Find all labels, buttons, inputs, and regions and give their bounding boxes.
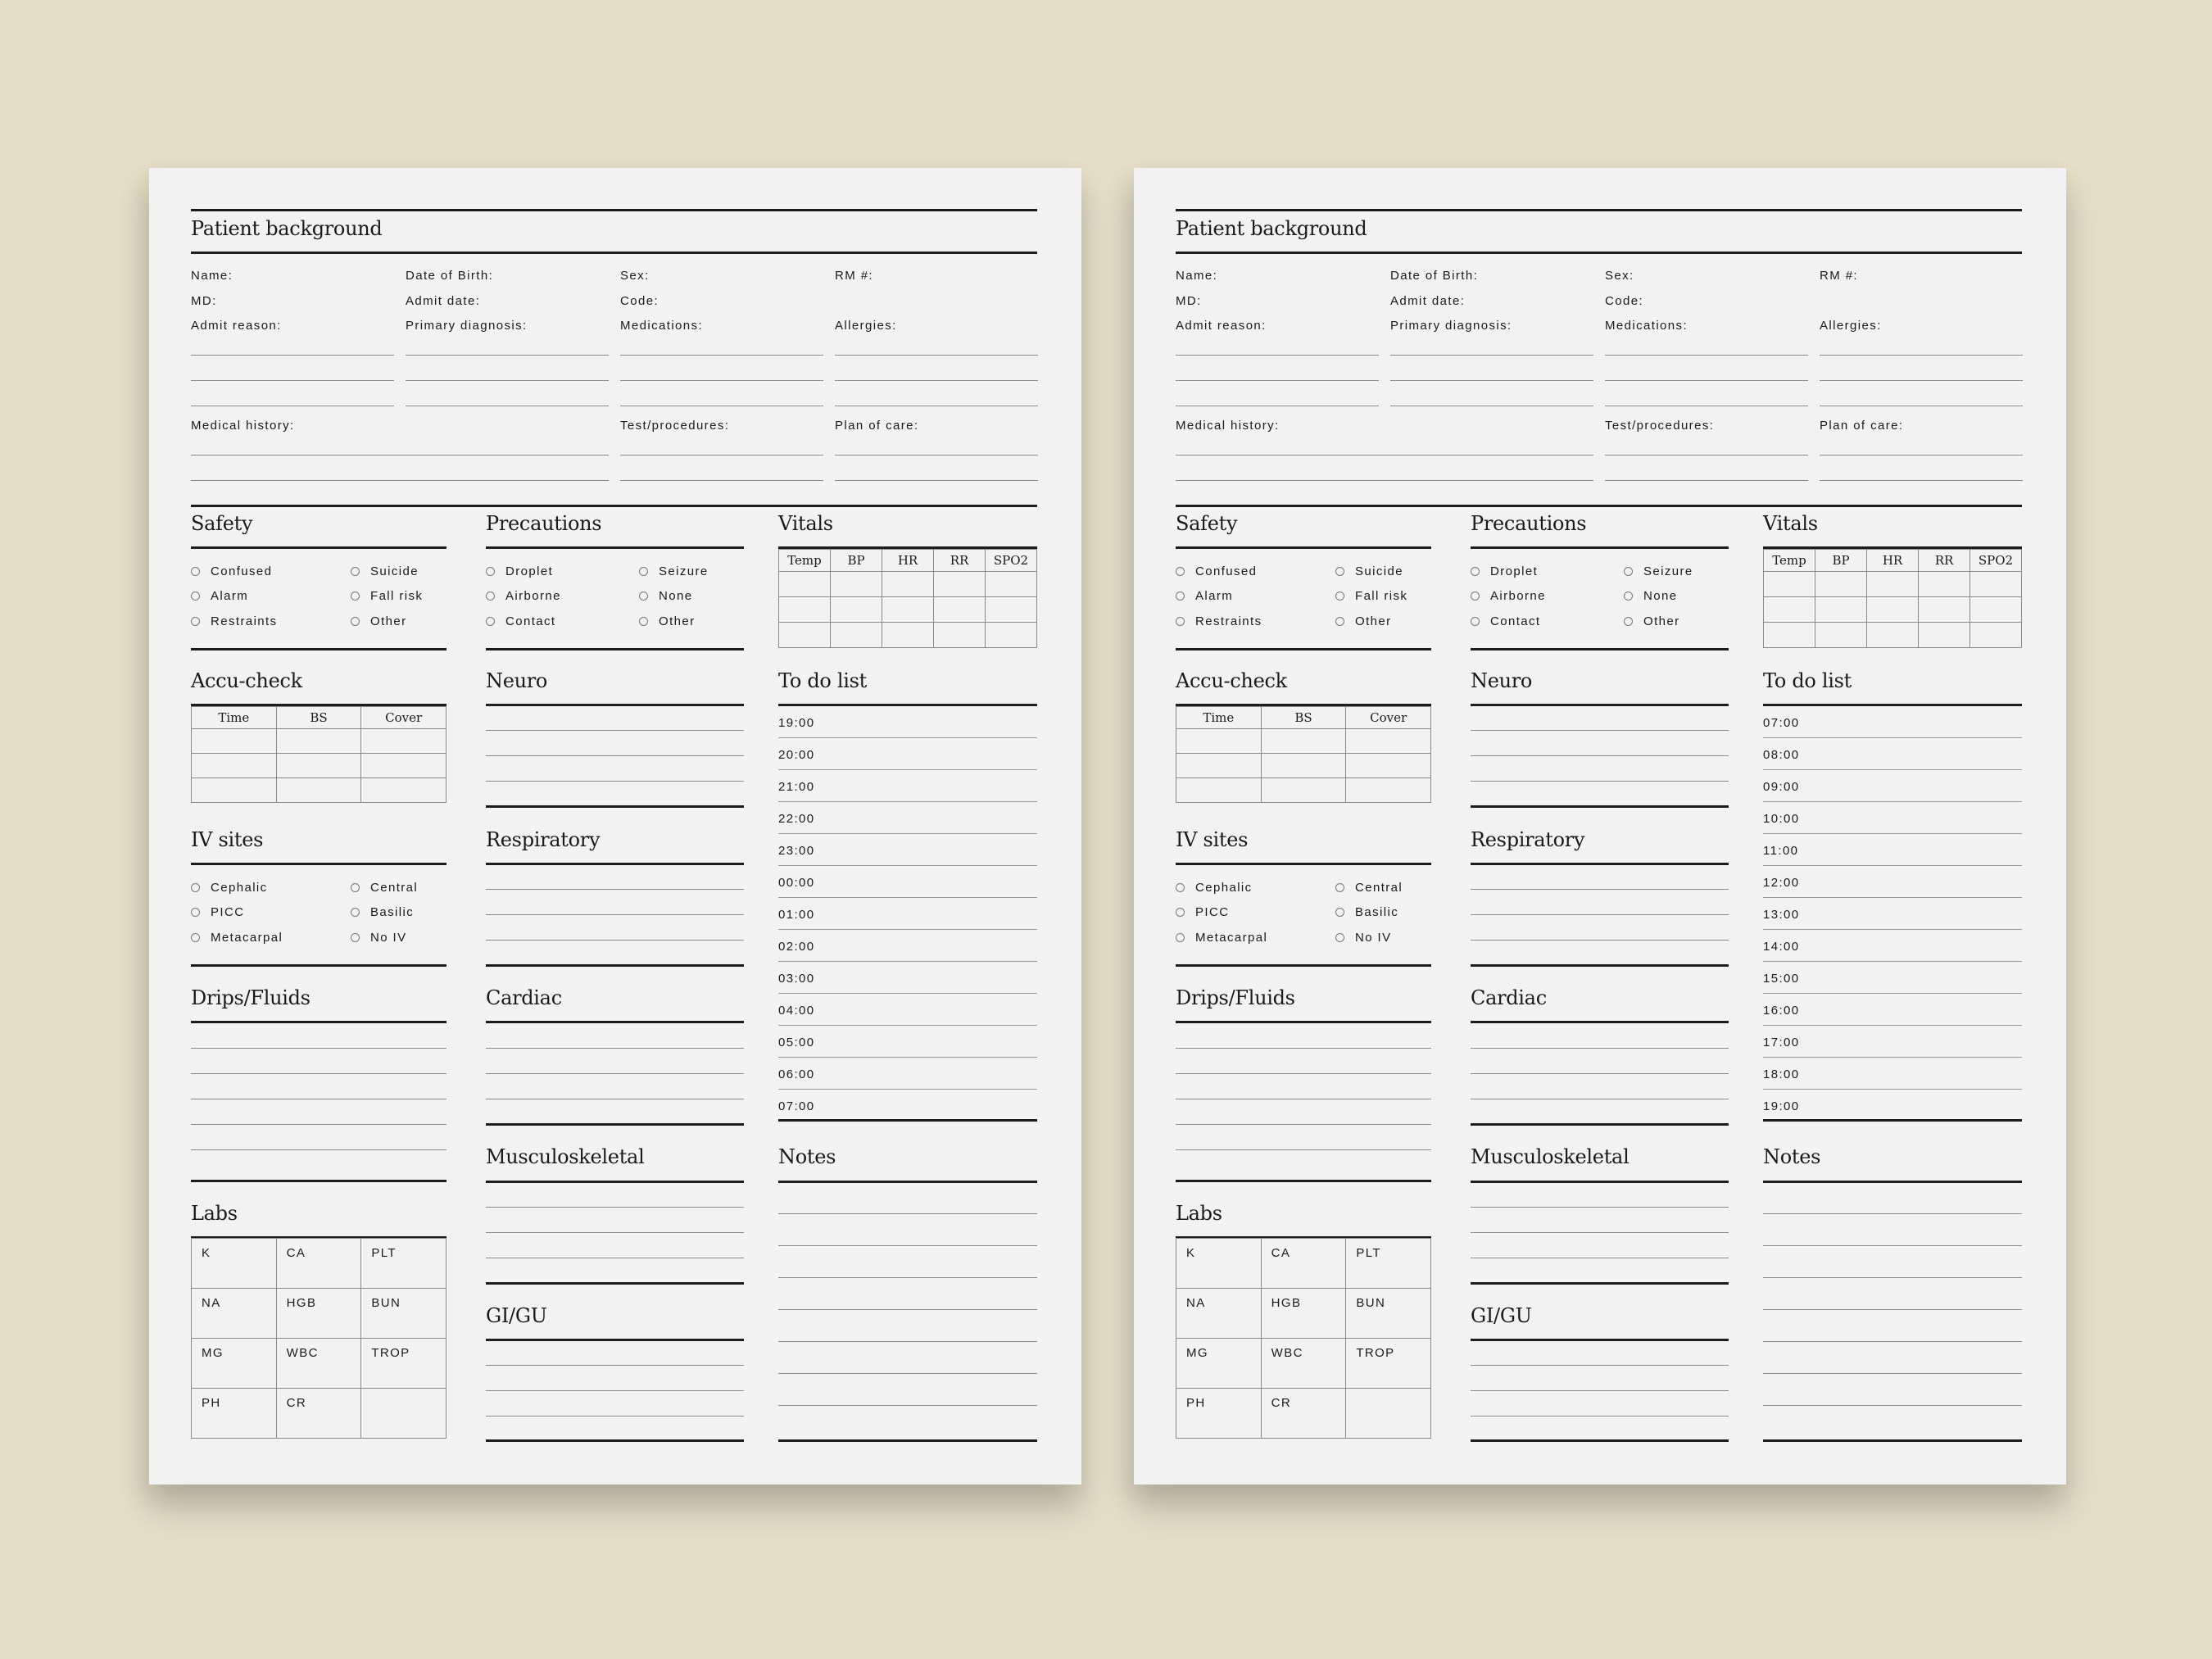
vitals-cell[interactable] — [986, 572, 1037, 597]
radio-circle-icon — [639, 567, 648, 576]
todo-row[interactable] — [1763, 930, 2022, 962]
todo-time: 01:00 — [778, 908, 815, 922]
todo-time: 11:00 — [1763, 844, 1799, 858]
sex-label: Sex: — [620, 269, 650, 283]
lab-cell[interactable]: WBC — [1261, 1339, 1346, 1389]
radio-circle-icon — [1335, 592, 1344, 601]
radio-circle-icon — [351, 883, 360, 892]
iv-site-option[interactable]: Cephalic — [1176, 881, 1253, 895]
todo-time: 14:00 — [1763, 940, 1800, 954]
lab-cell[interactable]: TROP — [361, 1339, 446, 1389]
radio-circle-icon — [1335, 908, 1344, 917]
cardiac-title: Cardiac — [486, 986, 562, 1009]
notes-title: Notes — [778, 1145, 836, 1168]
primary-diagnosis-label: Primary diagnosis: — [1390, 319, 1512, 333]
precautions-option[interactable]: None — [639, 589, 692, 603]
radio-circle-icon — [351, 617, 360, 626]
todo-row[interactable] — [1763, 706, 2022, 738]
sex-label: Sex: — [1605, 269, 1634, 283]
safety-option[interactable]: Suicide — [1335, 564, 1403, 578]
iv-site-option[interactable]: PICC — [191, 905, 244, 919]
accu-check-cell[interactable] — [276, 754, 361, 778]
vitals-header: HR — [882, 550, 934, 572]
radio-circle-icon — [486, 617, 495, 626]
vitals-cell[interactable] — [1970, 597, 2022, 623]
vitals-cell[interactable] — [1764, 597, 1815, 623]
labs-title: Labs — [191, 1202, 238, 1225]
medical-history-label: Medical history: — [191, 419, 295, 433]
todo-row[interactable] — [778, 1090, 1037, 1122]
vitals-cell[interactable] — [1919, 572, 1970, 597]
precautions-option[interactable]: Other — [639, 614, 696, 628]
md-label: MD: — [191, 294, 217, 308]
patient-background-title: Patient background — [1176, 217, 1367, 240]
rm-label: RM #: — [835, 269, 874, 283]
vitals-cell[interactable] — [934, 623, 986, 648]
lab-cell[interactable]: BUN — [361, 1289, 446, 1339]
todo-time: 08:00 — [1763, 748, 1800, 762]
todo-row[interactable] — [778, 898, 1037, 930]
vitals-header: BP — [831, 550, 882, 572]
todo-time: 06:00 — [778, 1067, 815, 1081]
radio-circle-icon — [191, 908, 200, 917]
accu-check-header: Cover — [361, 707, 446, 729]
accu-check-header: Time — [192, 707, 277, 729]
lab-cell[interactable]: PLT — [361, 1239, 446, 1289]
accu-check-cell[interactable] — [361, 729, 446, 754]
md-label: MD: — [1176, 294, 1202, 308]
accu-check-header: BS — [276, 707, 361, 729]
vitals-title: Vitals — [1763, 512, 1818, 535]
nursing-report-sheet-day — [1134, 168, 2066, 1484]
admit-date-label: Admit date: — [406, 294, 481, 308]
lab-cell[interactable]: PLT — [1346, 1239, 1431, 1289]
radio-circle-icon — [1624, 567, 1633, 576]
vitals-cell[interactable] — [1764, 623, 1815, 648]
vitals-cell[interactable] — [934, 572, 986, 597]
iv-sites-title: IV sites — [191, 828, 264, 851]
radio-circle-icon — [191, 617, 200, 626]
rm-label: RM #: — [1820, 269, 1859, 283]
radio-circle-icon — [191, 592, 200, 601]
lab-cell[interactable]: K — [192, 1239, 277, 1289]
lab-cell[interactable]: K — [1176, 1239, 1262, 1289]
vitals-title: Vitals — [778, 512, 833, 535]
vitals-cell[interactable] — [882, 623, 934, 648]
todo-time: 05:00 — [778, 1036, 815, 1049]
todo-row[interactable] — [1763, 738, 2022, 770]
name-label: Name: — [191, 269, 233, 283]
accu-check-cell[interactable] — [192, 778, 277, 803]
todo-row[interactable] — [1763, 834, 2022, 866]
lab-cell[interactable] — [361, 1389, 446, 1439]
todo-row[interactable] — [1763, 1026, 2022, 1058]
labs-table — [191, 1238, 446, 1439]
accu-check-cell[interactable] — [1261, 754, 1346, 778]
accu-check-cell[interactable] — [276, 778, 361, 803]
todo-row[interactable] — [778, 770, 1037, 802]
admit-date-label: Admit date: — [1390, 294, 1466, 308]
medications-label: Medications: — [620, 319, 704, 333]
precautions-option[interactable]: Seizure — [1624, 564, 1693, 578]
labs-table — [1176, 1238, 1431, 1439]
tests-label: Test/procedures: — [1605, 419, 1715, 433]
todo-time: 23:00 — [778, 844, 815, 858]
todo-row[interactable] — [778, 706, 1037, 738]
admit-reason-label: Admit reason: — [1176, 319, 1267, 333]
todo-row[interactable] — [778, 802, 1037, 834]
accu-check-header: Cover — [1346, 707, 1431, 729]
todo-title: To do list — [1763, 669, 1852, 692]
precautions-option[interactable]: Airborne — [486, 589, 561, 603]
precautions-option[interactable]: Contact — [1471, 614, 1541, 628]
todo-time: 22:00 — [778, 812, 815, 826]
lab-cell[interactable]: BUN — [1346, 1289, 1431, 1339]
safety-option[interactable]: Alarm — [1176, 589, 1233, 603]
neuro-title: Neuro — [1471, 669, 1533, 692]
accu-check-title: Accu-check — [1176, 669, 1287, 692]
primary-diagnosis-label: Primary diagnosis: — [406, 319, 528, 333]
allergies-label: Allergies: — [1820, 319, 1882, 333]
vitals-cell[interactable] — [779, 597, 831, 623]
todo-time: 09:00 — [1763, 780, 1800, 794]
accu-check-title: Accu-check — [191, 669, 302, 692]
iv-site-option[interactable]: Cephalic — [191, 881, 268, 895]
accu-check-cell[interactable] — [192, 754, 277, 778]
vitals-header: RR — [934, 550, 986, 572]
lab-cell[interactable]: WBC — [276, 1339, 361, 1389]
accu-check-cell[interactable] — [1261, 729, 1346, 754]
todo-row[interactable] — [778, 962, 1037, 994]
precautions-option[interactable]: None — [1624, 589, 1677, 603]
gigu-title: GI/GU — [1471, 1304, 1532, 1327]
vitals-cell[interactable] — [831, 623, 882, 648]
todo-row[interactable] — [1763, 898, 2022, 930]
vitals-cell[interactable] — [831, 572, 882, 597]
todo-row[interactable] — [778, 1026, 1037, 1058]
vitals-cell[interactable] — [882, 597, 934, 623]
precautions-option[interactable]: Droplet — [486, 564, 553, 578]
todo-time: 18:00 — [1763, 1067, 1800, 1081]
todo-row[interactable] — [778, 866, 1037, 898]
radio-circle-icon — [351, 908, 360, 917]
todo-time: 04:00 — [778, 1004, 815, 1018]
neuro-title: Neuro — [486, 669, 548, 692]
radio-circle-icon — [1176, 617, 1185, 626]
safety-option[interactable]: Other — [351, 614, 407, 628]
vitals-cell[interactable] — [1815, 597, 1867, 623]
accu-check-cell[interactable] — [1176, 754, 1262, 778]
todo-time: 19:00 — [778, 716, 815, 730]
vitals-cell[interactable] — [1919, 597, 1970, 623]
vitals-cell[interactable] — [1867, 597, 1919, 623]
vitals-cell[interactable] — [1867, 572, 1919, 597]
dob-label: Date of Birth: — [1390, 269, 1479, 283]
cardiac-title: Cardiac — [1471, 986, 1547, 1009]
radio-circle-icon — [1471, 617, 1480, 626]
iv-sites-title: IV sites — [1176, 828, 1249, 851]
notes-title: Notes — [1763, 1145, 1821, 1168]
lab-cell[interactable]: HGB — [1261, 1289, 1346, 1339]
musculoskeletal-title: Musculoskeletal — [486, 1145, 645, 1168]
safety-option[interactable]: Restraints — [1176, 614, 1262, 628]
iv-site-option[interactable]: Metacarpal — [191, 931, 283, 945]
safety-option[interactable]: Fall risk — [351, 589, 423, 603]
todo-time: 10:00 — [1763, 812, 1800, 826]
iv-site-option[interactable]: Basilic — [351, 905, 414, 919]
safety-option[interactable]: Other — [1335, 614, 1392, 628]
code-label: Code: — [620, 294, 660, 308]
todo-time: 21:00 — [778, 780, 815, 794]
vitals-cell[interactable] — [934, 597, 986, 623]
todo-row[interactable] — [778, 834, 1037, 866]
radio-circle-icon — [191, 567, 200, 576]
gigu-title: GI/GU — [486, 1304, 547, 1327]
lab-cell[interactable]: CA — [276, 1239, 361, 1289]
lab-cell[interactable]: PH — [192, 1389, 277, 1439]
safety-title: Safety — [1176, 512, 1238, 535]
lab-cell[interactable]: CA — [1261, 1239, 1346, 1289]
lab-cell[interactable]: PH — [1176, 1389, 1262, 1439]
todo-row[interactable] — [1763, 994, 2022, 1026]
todo-time: 13:00 — [1763, 908, 1800, 922]
musculoskeletal-title: Musculoskeletal — [1471, 1145, 1630, 1168]
radio-circle-icon — [351, 567, 360, 576]
vitals-header: SPO2 — [1970, 550, 2022, 572]
iv-site-option[interactable]: Basilic — [1335, 905, 1398, 919]
safety-option[interactable]: Confused — [191, 564, 272, 578]
todo-row[interactable] — [1763, 802, 2022, 834]
vitals-cell[interactable] — [779, 572, 831, 597]
vitals-header: Temp — [1764, 550, 1815, 572]
admit-reason-label: Admit reason: — [191, 319, 282, 333]
todo-row[interactable] — [778, 930, 1037, 962]
vitals-cell[interactable] — [1970, 572, 2022, 597]
radio-circle-icon — [1176, 933, 1185, 942]
todo-time: 07:00 — [778, 1099, 815, 1113]
todo-time: 02:00 — [778, 940, 815, 954]
radio-circle-icon — [1624, 617, 1633, 626]
vitals-header: HR — [1867, 550, 1919, 572]
vitals-header: Temp — [779, 550, 831, 572]
lab-cell[interactable]: CR — [1261, 1389, 1346, 1439]
vitals-cell[interactable] — [1919, 623, 1970, 648]
precautions-option[interactable]: Other — [1624, 614, 1680, 628]
radio-circle-icon — [1176, 592, 1185, 601]
todo-time: 20:00 — [778, 748, 815, 762]
radio-circle-icon — [486, 592, 495, 601]
accu-check-cell[interactable] — [1346, 754, 1431, 778]
radio-circle-icon — [351, 933, 360, 942]
labs-title: Labs — [1176, 1202, 1222, 1225]
code-label: Code: — [1605, 294, 1644, 308]
vitals-table — [778, 549, 1037, 648]
vitals-header: RR — [1919, 550, 1970, 572]
safety-option[interactable]: Suicide — [351, 564, 419, 578]
plan-label: Plan of care: — [1820, 419, 1904, 433]
radio-circle-icon — [1335, 567, 1344, 576]
patient-background-title: Patient background — [191, 217, 383, 240]
accu-check-header: Time — [1176, 707, 1262, 729]
lab-cell[interactable]: CR — [276, 1389, 361, 1439]
radio-circle-icon — [1335, 617, 1344, 626]
iv-site-option[interactable]: Metacarpal — [1176, 931, 1267, 945]
vitals-cell[interactable] — [986, 597, 1037, 623]
vitals-cell[interactable] — [1815, 623, 1867, 648]
drips-title: Drips/Fluids — [1176, 986, 1295, 1009]
accu-check-table — [1176, 706, 1431, 803]
todo-row[interactable] — [778, 1058, 1037, 1090]
accu-check-cell[interactable] — [1176, 729, 1262, 754]
dob-label: Date of Birth: — [406, 269, 494, 283]
lab-cell[interactable]: MG — [1176, 1339, 1262, 1389]
radio-circle-icon — [1624, 592, 1633, 601]
radio-circle-icon — [191, 933, 200, 942]
accu-check-header: BS — [1261, 707, 1346, 729]
respiratory-title: Respiratory — [1471, 828, 1585, 851]
iv-site-option[interactable]: Central — [351, 881, 418, 895]
todo-time: 00:00 — [778, 876, 815, 890]
safety-option[interactable]: Fall risk — [1335, 589, 1407, 603]
radio-circle-icon — [351, 592, 360, 601]
accu-check-cell[interactable] — [1346, 729, 1431, 754]
radio-circle-icon — [1335, 883, 1344, 892]
todo-list — [778, 706, 1037, 1122]
vitals-header: SPO2 — [986, 550, 1037, 572]
lab-cell[interactable]: TROP — [1346, 1339, 1431, 1389]
lab-cell[interactable]: NA — [1176, 1289, 1262, 1339]
radio-circle-icon — [486, 567, 495, 576]
todo-time: 12:00 — [1763, 876, 1800, 890]
todo-list — [1763, 706, 2022, 1122]
accu-check-cell[interactable] — [1261, 778, 1346, 803]
tests-label: Test/procedures: — [620, 419, 730, 433]
lab-cell[interactable]: MG — [192, 1339, 277, 1389]
radio-circle-icon — [1176, 567, 1185, 576]
todo-row[interactable] — [1763, 1090, 2022, 1122]
todo-title: To do list — [778, 669, 867, 692]
radio-circle-icon — [1471, 592, 1480, 601]
vitals-cell[interactable] — [1970, 623, 2022, 648]
vitals-cell[interactable] — [779, 623, 831, 648]
todo-time: 03:00 — [778, 972, 815, 986]
todo-row[interactable] — [778, 738, 1037, 770]
medical-history-label: Medical history: — [1176, 419, 1280, 433]
todo-time: 15:00 — [1763, 972, 1800, 986]
radio-circle-icon — [639, 617, 648, 626]
allergies-label: Allergies: — [835, 319, 897, 333]
safety-option[interactable]: Restraints — [191, 614, 278, 628]
todo-row[interactable] — [1763, 770, 2022, 802]
safety-option[interactable]: Confused — [1176, 564, 1257, 578]
todo-row[interactable] — [1763, 1058, 2022, 1090]
vitals-table — [1763, 549, 2022, 648]
accu-check-cell[interactable] — [192, 729, 277, 754]
iv-site-option[interactable]: No IV — [351, 931, 407, 945]
lab-cell[interactable]: NA — [192, 1289, 277, 1339]
iv-site-option[interactable]: PICC — [1176, 905, 1229, 919]
radio-circle-icon — [1176, 908, 1185, 917]
radio-circle-icon — [1471, 567, 1480, 576]
precautions-option[interactable]: Seizure — [639, 564, 709, 578]
precautions-option[interactable]: Airborne — [1471, 589, 1546, 603]
plan-label: Plan of care: — [835, 419, 919, 433]
vitals-cell[interactable] — [831, 597, 882, 623]
accu-check-cell[interactable] — [276, 729, 361, 754]
precautions-title: Precautions — [486, 512, 602, 535]
safety-title: Safety — [191, 512, 253, 535]
precautions-option[interactable]: Droplet — [1471, 564, 1538, 578]
precautions-title: Precautions — [1471, 512, 1587, 535]
todo-time: 07:00 — [1763, 716, 1800, 730]
name-label: Name: — [1176, 269, 1218, 283]
vitals-header: BP — [1815, 550, 1867, 572]
safety-option[interactable]: Alarm — [191, 589, 248, 603]
radio-circle-icon — [639, 592, 648, 601]
accu-check-cell[interactable] — [1346, 778, 1431, 803]
medications-label: Medications: — [1605, 319, 1688, 333]
todo-time: 17:00 — [1763, 1036, 1800, 1049]
accu-check-cell[interactable] — [361, 754, 446, 778]
iv-site-option[interactable]: No IV — [1335, 931, 1392, 945]
vitals-cell[interactable] — [1815, 572, 1867, 597]
todo-row[interactable] — [1763, 962, 2022, 994]
drips-title: Drips/Fluids — [191, 986, 310, 1009]
radio-circle-icon — [1335, 933, 1344, 942]
precautions-option[interactable]: Contact — [486, 614, 556, 628]
lab-cell[interactable]: HGB — [276, 1289, 361, 1339]
vitals-cell[interactable] — [1764, 572, 1815, 597]
todo-row[interactable] — [1763, 866, 2022, 898]
radio-circle-icon — [191, 883, 200, 892]
accu-check-cell[interactable] — [1176, 778, 1262, 803]
radio-circle-icon — [1176, 883, 1185, 892]
nursing-report-sheet-night — [149, 168, 1081, 1484]
accu-check-table — [191, 706, 446, 803]
iv-site-option[interactable]: Central — [1335, 881, 1403, 895]
vitals-cell[interactable] — [882, 572, 934, 597]
lab-cell[interactable] — [1346, 1389, 1431, 1439]
vitals-cell[interactable] — [986, 623, 1037, 648]
todo-row[interactable] — [778, 994, 1037, 1026]
accu-check-cell[interactable] — [361, 778, 446, 803]
vitals-cell[interactable] — [1867, 623, 1919, 648]
todo-time: 19:00 — [1763, 1099, 1800, 1113]
todo-time: 16:00 — [1763, 1004, 1800, 1018]
respiratory-title: Respiratory — [486, 828, 601, 851]
